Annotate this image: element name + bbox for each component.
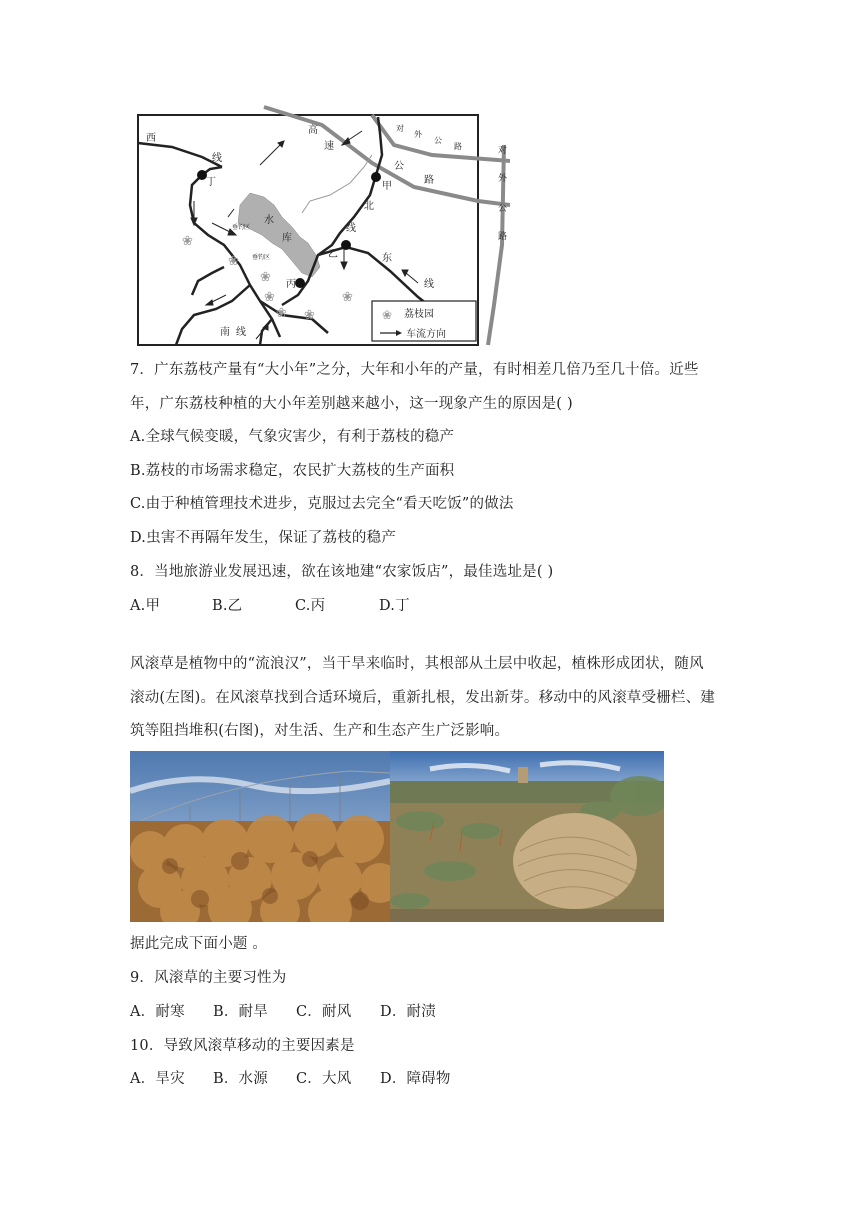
- passage-line3: 筑等阻挡堆积(右图)，对生活、生产和生态产生广泛影响。: [130, 723, 510, 739]
- reservoir-lake: [238, 193, 320, 277]
- legend-orchard-label: 荔枝园: [404, 309, 434, 320]
- label-ding: 丁: [206, 177, 216, 188]
- label-diaoyu-1: 垂钓区: [232, 224, 251, 231]
- label-xian-s: 线: [236, 327, 246, 338]
- label-duiwai-h4: 路: [454, 142, 462, 151]
- label-duiwai-h3: 公: [434, 136, 442, 145]
- label-dong: 东: [382, 253, 392, 264]
- label-bei: 北: [364, 201, 374, 212]
- label-bing: 丙: [286, 279, 296, 290]
- label-duiwai-v1: 对: [498, 146, 508, 156]
- tumbleweed-fence-photo: [130, 751, 390, 922]
- point-jia: [371, 172, 381, 182]
- label-su: 速: [324, 141, 334, 152]
- label-duiwai-h1: 对: [396, 124, 404, 133]
- svg-text:❀: ❀: [264, 290, 275, 305]
- q8-option-c: C.丙: [295, 598, 326, 614]
- label-xian-n: 线: [346, 223, 356, 234]
- q9-option-d: D．耐渍: [380, 1004, 436, 1020]
- q7-option-b: B.荔枝的市场需求稳定，农民扩大荔枝的生产面积: [130, 463, 455, 479]
- q7-stem-line2: 年，广东荔枝种植的大小年差别越来越小，这一现象产生的原因是( ): [130, 396, 573, 412]
- q10-option-c: C．大风: [296, 1071, 352, 1087]
- q10-option-d: D．障碍物: [380, 1071, 451, 1087]
- q9-option-b: B．耐旱: [213, 1004, 268, 1020]
- label-diaoyu-2: 垂钓区: [252, 254, 271, 261]
- q10-options: [130, 1069, 451, 1089]
- svg-text:❀: ❀: [342, 290, 353, 305]
- q7-option-a: A.全球气候变暖，气象灾害少，有利于荔枝的稳产: [130, 429, 455, 445]
- q8-option-a: A.甲: [130, 598, 161, 614]
- label-duiwai-v3: 公: [498, 204, 508, 214]
- point-bing: [295, 278, 305, 288]
- svg-text:❀: ❀: [182, 234, 193, 249]
- q10-stem: 10．导致风滚草移动的主要因素是: [130, 1038, 355, 1054]
- label-yi: 乙: [328, 249, 338, 260]
- label-duiwai-v4: 路: [498, 232, 508, 242]
- legend-orchard-icon: ❀: [382, 308, 393, 322]
- svg-text:❀: ❀: [304, 308, 315, 323]
- label-nan: 南: [220, 327, 230, 338]
- q9-option-c: C．耐风: [296, 1004, 352, 1020]
- svg-text:❀: ❀: [260, 270, 271, 285]
- q10-option-a: A．旱灾: [130, 1071, 185, 1087]
- label-ku: 库: [282, 233, 292, 244]
- label-lu: 路: [424, 175, 434, 186]
- label-duiwai-h2: 外: [414, 130, 422, 139]
- tumbleweed-field-photo: [390, 751, 664, 922]
- q9-stem: 9．风滚草的主要习性为: [130, 970, 287, 986]
- q8-options: [130, 596, 410, 616]
- legend-flow-label: 车流方向: [406, 329, 446, 340]
- q9-options: [130, 1002, 436, 1022]
- q10-option-b: B．水源: [213, 1071, 268, 1087]
- label-xian-w: 线: [212, 153, 222, 164]
- instruction-text: 据此完成下面小题 。: [130, 936, 268, 952]
- q7-option-d: D.虫害不再隔年发生，保证了荔枝的稳产: [130, 530, 397, 546]
- q7-stem-line1: 7．广东荔枝产量有“大小年”之分，大年和小年的产量，有时相差几倍乃至几十倍。近些: [130, 362, 699, 378]
- label-xian-e: 线: [424, 279, 434, 290]
- tumbleweed-ball: [513, 813, 637, 909]
- passage-line2: 滚动(左图)。在风滚草找到合适环境后，重新扎根，发出新芽。移动中的风滚草受栅栏、建: [130, 690, 716, 706]
- point-yi: [341, 240, 351, 250]
- q9-option-a: A．耐寒: [130, 1004, 185, 1020]
- q7-option-c: C.由于种植管理技术进步，克服过去完全“看天吃饭”的做法: [130, 496, 514, 512]
- label-west: 西: [146, 133, 156, 144]
- label-gong: 公: [394, 161, 404, 172]
- map-legend: [372, 301, 476, 341]
- passage-line1: 风滚草是植物中的“流浪汉”，当干旱来临时，其根部从土层中收起，植株形成团状，随风: [130, 656, 704, 672]
- label-shui: 水: [264, 215, 274, 226]
- q8-option-b: B.乙: [212, 598, 243, 614]
- label-duiwai-v2: 外: [498, 174, 508, 184]
- q8-stem: 8．当地旅游业发展迅速，欲在该地建“农家饭店”，最佳选址是( ): [130, 564, 554, 580]
- q8-option-d: D.丁: [379, 598, 410, 614]
- svg-text:❀: ❀: [228, 254, 239, 269]
- lychee-map: [132, 105, 510, 347]
- label-jia: 甲: [382, 181, 392, 192]
- svg-text:❀: ❀: [276, 306, 287, 321]
- label-gao: 高: [308, 125, 318, 136]
